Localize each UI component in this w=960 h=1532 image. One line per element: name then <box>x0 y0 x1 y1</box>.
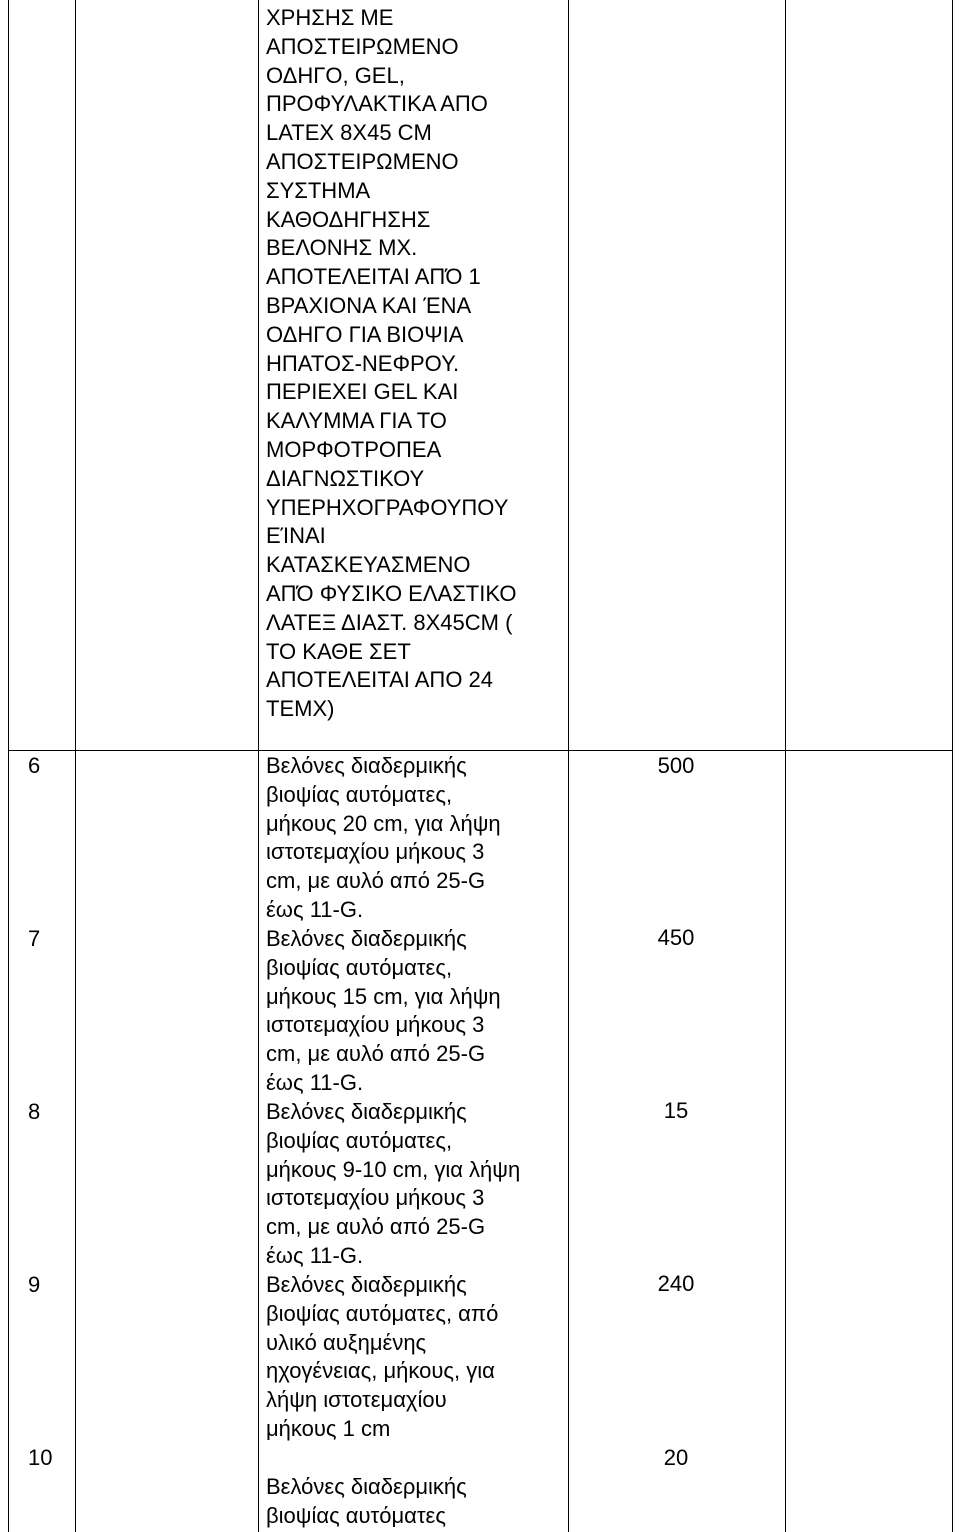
description-line: ΤΕΜΧ) <box>266 696 335 722</box>
description-line: ΚΑΤΑΣΚΕΥΑΣΜΕΝΟ <box>266 552 471 578</box>
description-line: ΑΠΟΤΕΛΕΙΤΑΙ ΑΠΌ 1 <box>266 264 481 290</box>
description-line: ΑΠΟΣΤΕΙΡΩΜΕΝΟ <box>266 148 459 174</box>
description-line: μήκους 20 cm, για λήψη <box>266 810 501 836</box>
row-number: 10 <box>28 1445 53 1470</box>
row-number: 9 <box>28 1272 41 1297</box>
description-line: LATEX 8X45 CM <box>266 120 432 146</box>
description-line: cm, με αυλό από 25-G <box>266 868 486 894</box>
row-number: 6 <box>28 753 41 778</box>
table-row-divider <box>8 750 953 751</box>
table-column-divider <box>568 0 569 1532</box>
description-line: Βελόνες διαδερμικής <box>266 1099 467 1124</box>
description-line: ΤΟ ΚΑΘΕ ΣΕΤ <box>266 638 411 664</box>
description-line: βιοψίας αυτόματες, <box>266 1127 453 1153</box>
table-column-divider <box>785 0 786 1532</box>
row-description <box>266 1098 566 1271</box>
table-column-divider <box>258 0 259 1532</box>
row-quantity: 500 <box>657 753 695 778</box>
description-line: Βελόνες διαδερμικής <box>266 926 467 951</box>
description-line: ΒΡΑΧΙΟΝΑ ΚΑΙ ΈΝΑ <box>266 292 472 318</box>
description-line: βιοψίας αυτόματες, από <box>266 1300 499 1326</box>
description-line: ηχογένειας, μήκους, για <box>266 1358 495 1384</box>
description-line: ΛΑΤΕΞ ΔΙΑΣΤ. 8Χ45CM ( <box>266 609 513 635</box>
description-line: ιστοτεμαχίου μήκους 3 <box>266 1012 485 1038</box>
row-description <box>266 752 566 925</box>
description-line: ΑΠΟΤΕΛΕΙΤΑΙ ΑΠΟ 24 <box>266 667 494 693</box>
description-line: έως 11-G. <box>266 1069 364 1095</box>
description-line: έως 11-G. <box>266 896 364 922</box>
description-line: μήκους 9-10 cm, για λήψη <box>266 1156 521 1182</box>
description-line: ΚΑΛΥΜΜΑ ΓΙΑ ΤΟ <box>266 408 447 434</box>
description-line: ΔΙΑΓΝΩΣΤΙΚΟΥ <box>266 465 425 491</box>
description-line: μήκους 15 cm, για λήψη <box>266 983 501 1009</box>
description-line: ΧΡΗΣΗΣ ΜΕ <box>266 5 394 30</box>
description-line: ΜΟΡΦΟΤΡΟΠΕΑ <box>266 436 442 462</box>
description-line: cm, με αυλό από 25-G <box>266 1041 486 1067</box>
row-number: 8 <box>28 1099 41 1124</box>
description-line: υλικό αυξημένης <box>266 1329 427 1355</box>
description-line: βιοψίας αυτόματες <box>266 1502 446 1528</box>
description-line: ΣΥΣΤΗΜΑ <box>266 177 371 203</box>
description-line: ιστοτεμαχίου μήκους 3 <box>266 1185 485 1211</box>
description-line: ΑΠΌ ΦΥΣΙΚΟ ΕΛΑΣΤΙΚΟ <box>266 580 517 606</box>
description-line: ΑΠΟΣΤΕΙΡΩΜΕΝΟ <box>266 33 459 59</box>
description-line: ΕΊΝΑΙ <box>266 523 326 549</box>
description-line: βιοψίας αυτόματες, <box>266 954 453 980</box>
row-quantity: 240 <box>657 1271 695 1296</box>
description-line: λήψη ιστοτεμαχίου <box>266 1387 447 1413</box>
description-line <box>266 1444 566 1473</box>
description-line: ΥΠΕΡΗΧΟΓΡΑΦΟΥΠΟΥ <box>266 494 509 520</box>
row-description <box>266 1271 566 1444</box>
description-line: μήκους 1 cm <box>266 1415 391 1441</box>
description-line: Βελόνες διαδερμικής <box>266 753 467 778</box>
row-description <box>266 1444 566 1530</box>
description-line: cm, με αυλό από 25-G <box>266 1214 486 1240</box>
row-number: 7 <box>28 926 41 951</box>
description-line: ΠΡΟΦΥΛΑΚΤΙΚΑ ΑΠΟ <box>266 91 488 117</box>
row-quantity: 450 <box>657 925 695 950</box>
description-line: ΟΔΗΓΟ ΓΙΑ ΒΙΟΨΙΑ <box>266 321 464 347</box>
description-line: ΒΕΛΟΝΗΣ ΜΧ. <box>266 235 418 261</box>
description-line: έως 11-G. <box>266 1242 364 1268</box>
description-line: ΚΑΘΟΔΗΓΗΣΗΣ <box>266 206 431 232</box>
top-description <box>266 4 566 724</box>
description-line: ΗΠΑΤΟΣ-ΝΕΦΡΟΥ. <box>266 350 460 376</box>
description-line: Βελόνες διαδερμικής <box>266 1272 467 1297</box>
row-quantity: 20 <box>663 1445 689 1470</box>
table-border-left <box>8 0 9 1532</box>
description-line: ΠΕΡΙΕΧΕΙ GEL ΚΑΙ <box>266 379 459 405</box>
description-line: βιοψίας αυτόματες, <box>266 781 453 807</box>
row-quantity: 15 <box>663 1098 689 1123</box>
table-border-right <box>952 0 953 1532</box>
description-line: ΟΔΗΓΟ, GEL, <box>266 62 405 88</box>
table-column-divider <box>75 0 76 1532</box>
row-description <box>266 925 566 1098</box>
description-line: ιστοτεμαχίου μήκους 3 <box>266 839 485 865</box>
description-line: Βελόνες διαδερμικής <box>266 1473 467 1499</box>
